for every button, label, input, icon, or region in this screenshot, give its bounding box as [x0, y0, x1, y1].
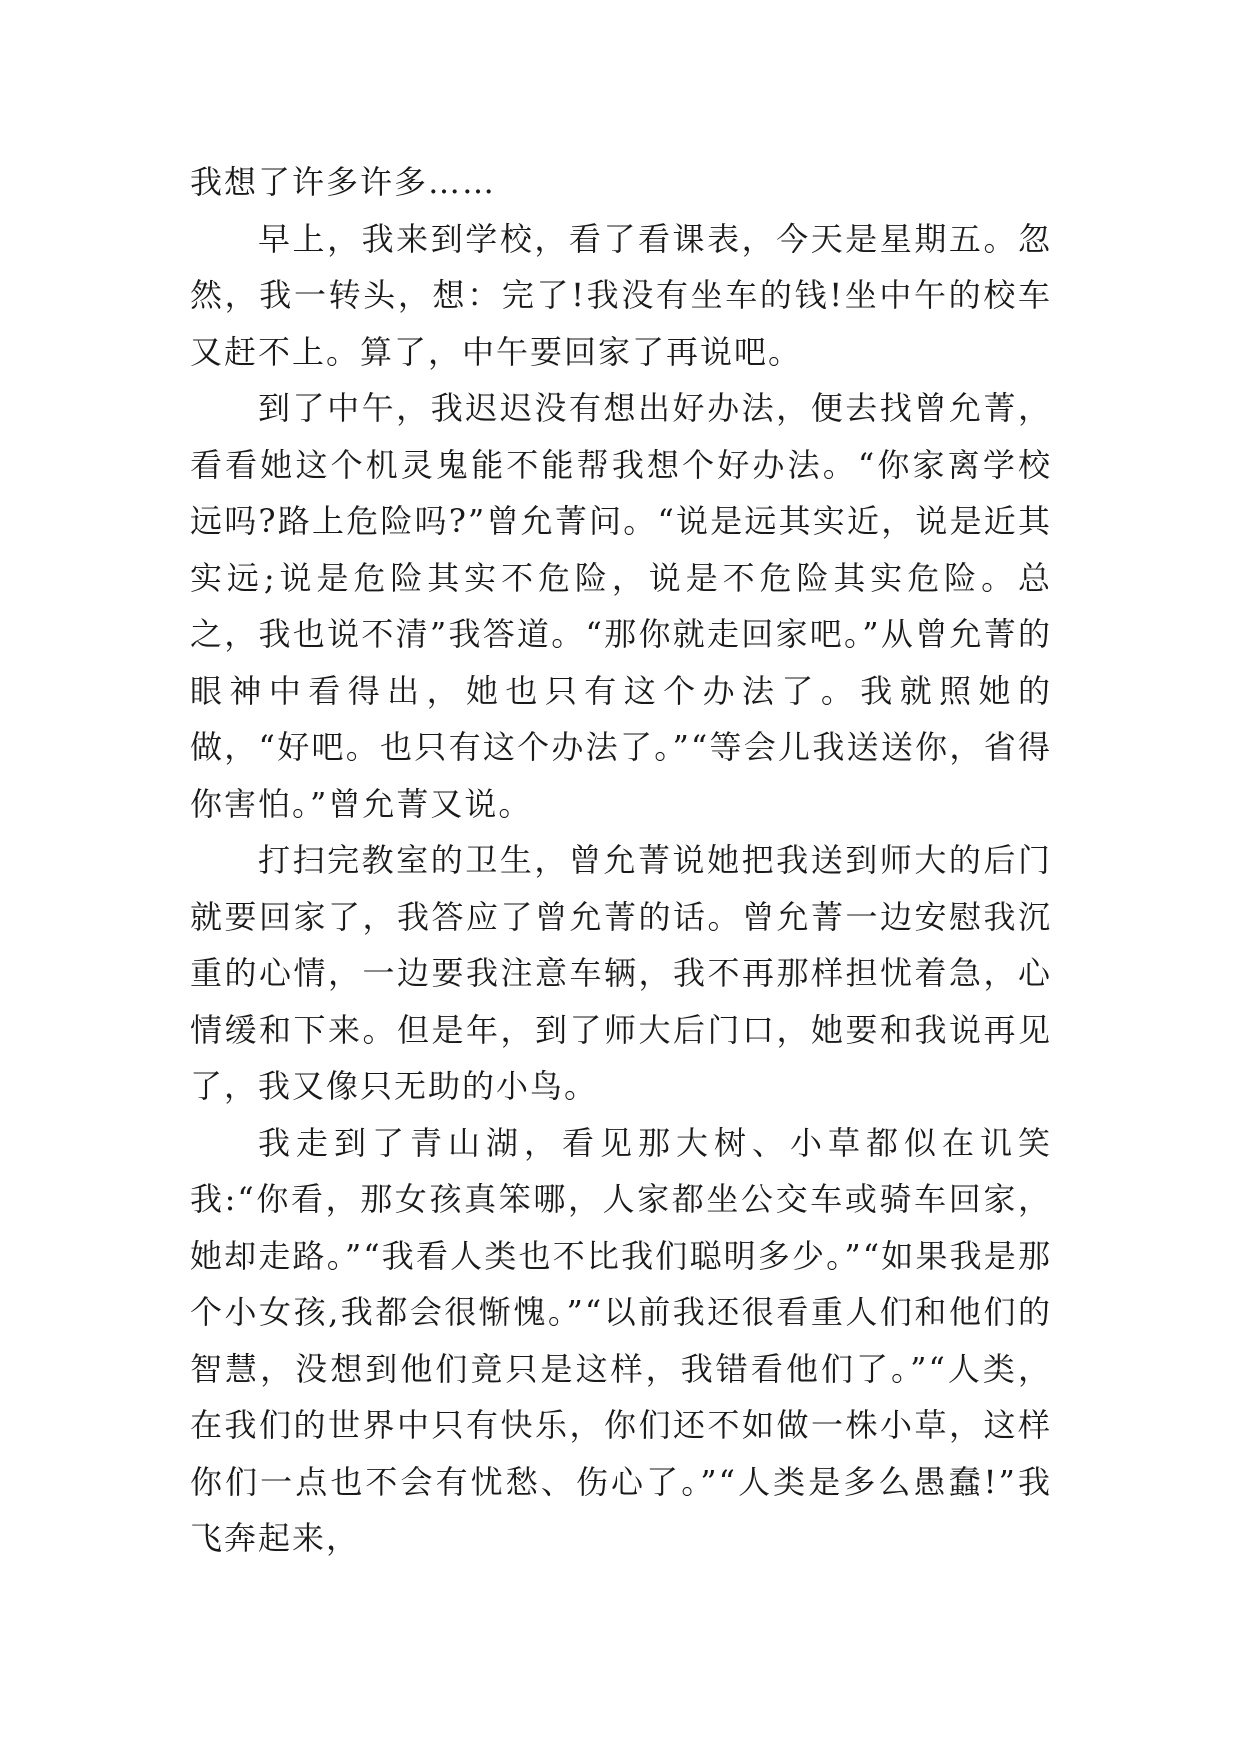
- paragraph-1: 我想了许多许多……: [190, 163, 497, 201]
- paragraph-3: 到了中午，我迟迟没有想出好办法，便去找曾允菁，看看她这个机灵鬼能不能帮我想个好办法。“你家离学校远吗?路上危险吗?”曾允菁问。“说是远其实近，说是近其实远;说是危险其实不危险，说是不危险其实危险。总之，我也说不清”我答道。“那你就走回家吧。”从曾允菁的眼神中看得出，她也只有这个办法了。我就照她的做，“好吧。也只有这个办法了。”“等会儿我送送你，省得你害怕。”曾允菁又说。: [190, 389, 1052, 823]
- paragraph-2: 早上，我来到学校，看了看课表，今天是星期五。忽然，我一转头，想：完了!我没有坐车的钱!坐中午的校车又赶不上。算了，中午要回家了再说吧。: [190, 219, 1052, 371]
- paragraph-4: 打扫完教室的卫生，曾允菁说她把我送到师大的后门就要回家了，我答应了曾允菁的话。曾允菁一边安慰我沉重的心情，一边要我注意车辆，我不再那样担忧着急，心情缓和下来。但是年，到了师大后门口，她要和我说再见了，我又像只无助的小鸟。: [190, 841, 1052, 1105]
- paragraph-5: 我走到了青山湖，看见那大树、小草都似在讥笑我:“你看，那女孩真笨哪，人家都坐公交车或骑车回家，她却走路。”“我看人类也不比我们聪明多少。”“如果我是那个小女孩,我都会很惭愧。”“以前我还很看重人们和他们的智慧，没想到他们竟只是这样，我错看他们了。”“人类，在我们的世界中只有快乐，你们还不如做一株小草，这样你们一点也不会有忧愁、伤心了。”“人类是多么愚蠢!”我飞奔起来，: [190, 1123, 1052, 1557]
- article-body: [190, 154, 1052, 1567]
